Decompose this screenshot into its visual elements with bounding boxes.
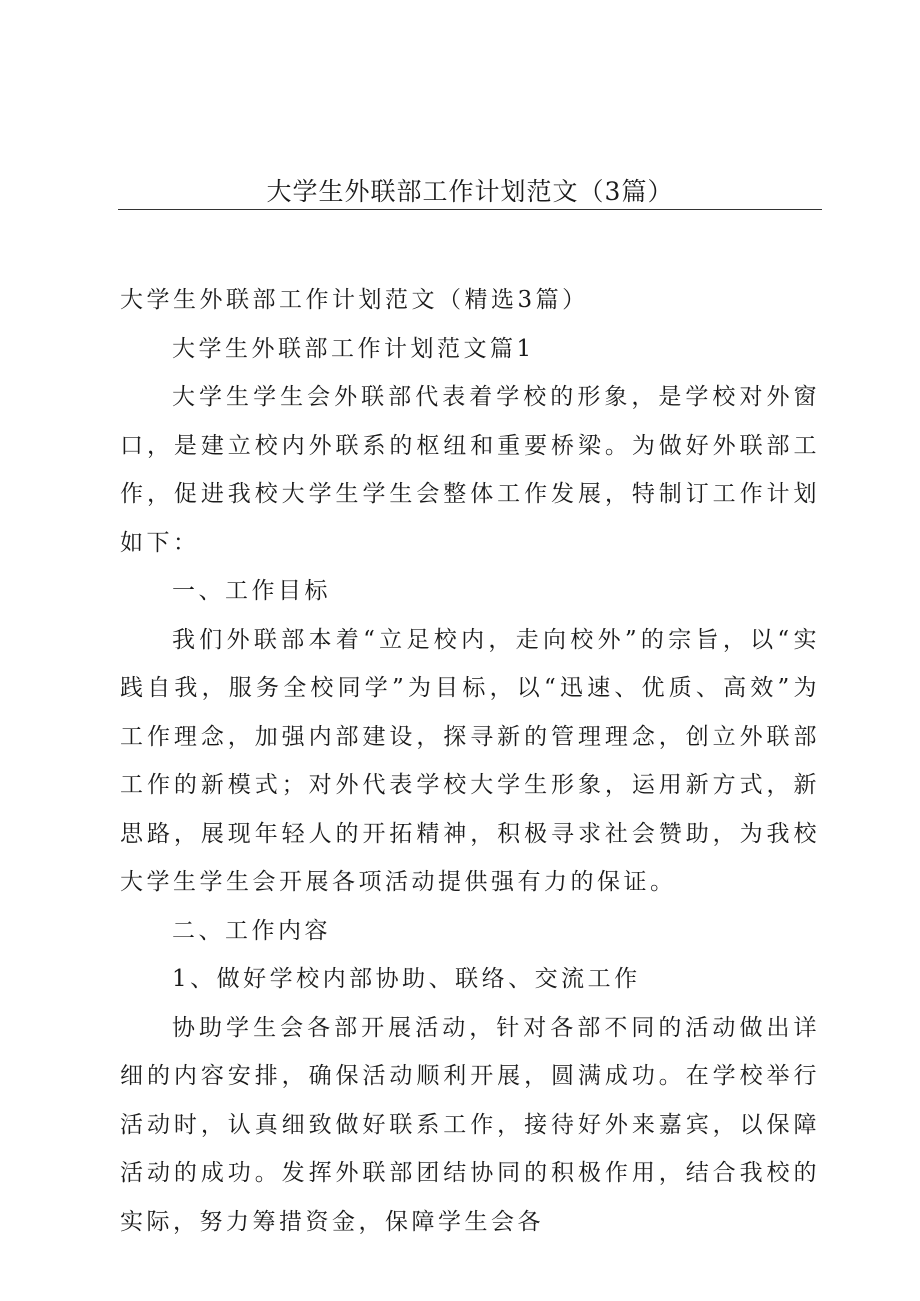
section-heading-content: 二、工作内容 [172, 917, 331, 944]
article-heading: 大学生外联部工作计划范文篇1 [172, 335, 535, 362]
intro-paragraph: 大学生学生会外联部代表着学校的形象，是学校对外窗口，是建立校内外联系的枢纽和重要桥梁。为做好外联部工作，促进我校大学生学生会整体工作发展，特制订工作计划如下： [120, 384, 820, 556]
subsection-heading-1: 1、做好学校内部协助、联络、交流工作 [172, 966, 641, 992]
goals-paragraph: 我们外联部本着“立足校内，走向校外”的宗旨，以“实践自我，服务全校同学”为目标，以“迅速、优质、高效”为工作理念，加强内部建设，探寻新的管理理念，创立外联部工作的新模式；对外代表学校大学生形象，运用新方式，新思路，展现年轻人的开拓精神，积极寻求社会赞助，为我校大学生学生会开展各项活动提供强有力的保证。 [120, 626, 820, 895]
content-paragraph: 协助学生会各部开展活动，针对各部不同的活动做出详细的内容安排，确保活动顺利开展，圆满成功。在学校举行活动时，认真细致做好联系工作，接待好外来嘉宾，以保障活动的成功。发挥外联部团结协同的积极作用，结合我校的实际，努力筹措资金，保障学生会各 [120, 1014, 820, 1235]
section-heading-goals: 一、工作目标 [172, 578, 331, 604]
document-body [120, 276, 820, 1246]
collection-heading: 大学生外联部工作计划范文（精选3篇） [120, 287, 589, 313]
title-underline [118, 209, 822, 210]
document-title: 大学生外联部工作计划范文（3篇） [266, 177, 674, 206]
